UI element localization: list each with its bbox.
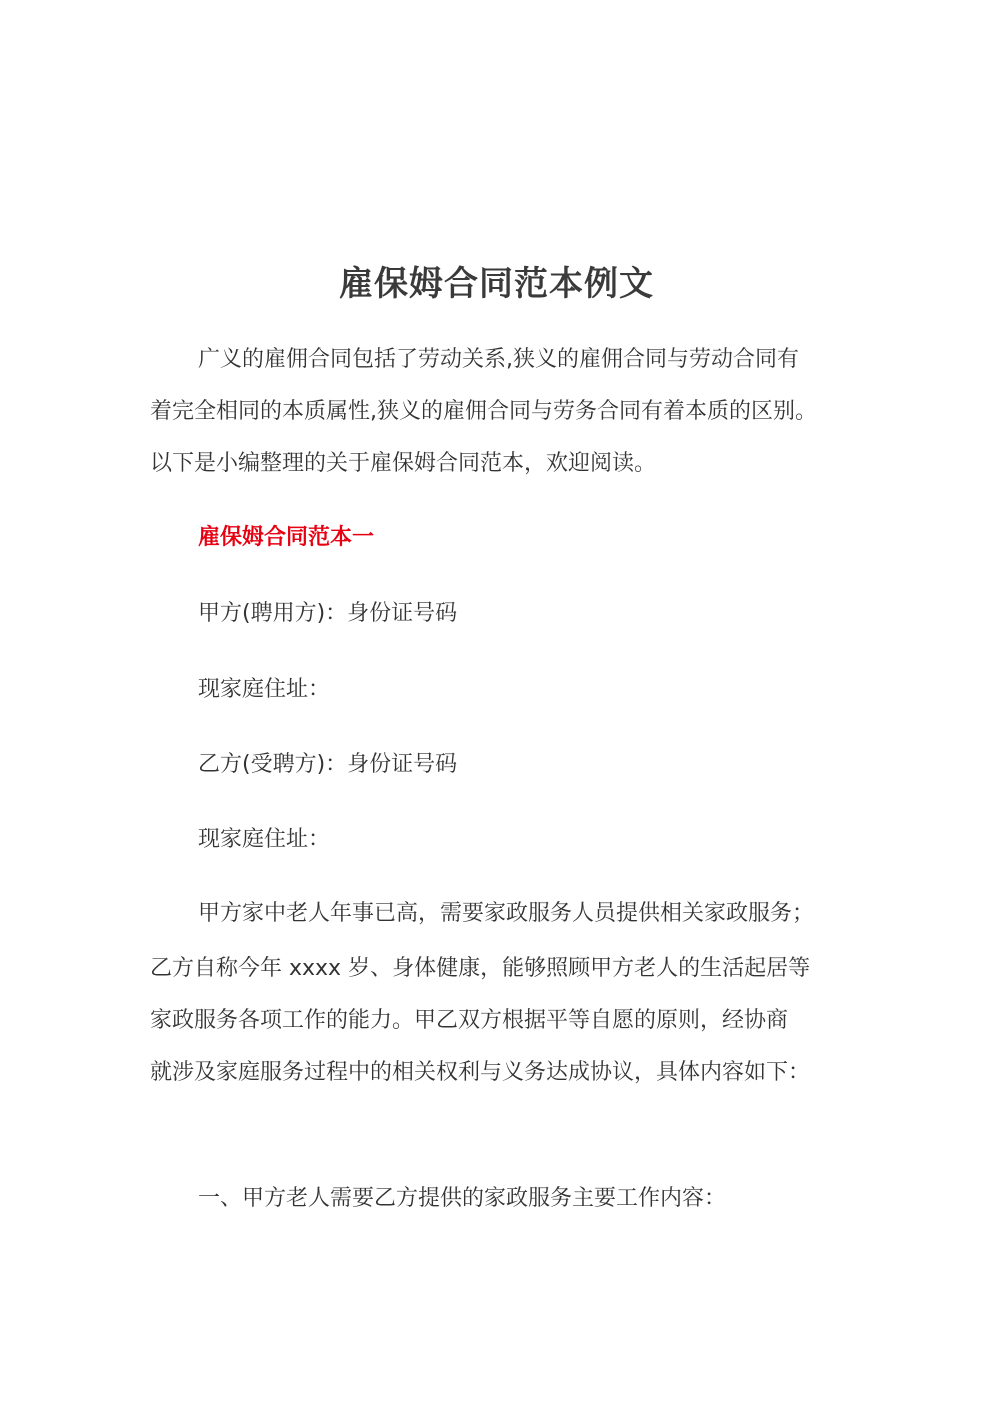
intro-line: 广义的雇佣合同包括了劳动关系,狭义的雇佣合同与劳动合同有 xyxy=(198,347,799,372)
party-b-line: 乙方(受聘方)：身份证号码 xyxy=(198,752,458,777)
party-a-line: 甲方(聘用方)：身份证号码 xyxy=(198,601,458,626)
document-title: 雇保姆合同范本例文 xyxy=(339,264,654,304)
body-line: 乙方自称今年 xxxx 岁、身体健康，能够照顾甲方老人的生活起居等 xyxy=(150,956,811,981)
intro-line: 着完全相同的本质属性,狭义的雇佣合同与劳务合同有着本质的区别。 xyxy=(150,399,817,424)
body-line: 家政服务各项工作的能力。甲乙双方根据平等自愿的原则，经协商 xyxy=(150,1008,789,1033)
section-heading: 雇保姆合同范本一 xyxy=(198,525,375,550)
body-line: 就涉及家庭服务过程中的相关权利与义务达成协议，具体内容如下： xyxy=(150,1060,811,1085)
intro-line: 以下是小编整理的关于雇保姆合同范本，欢迎阅读。 xyxy=(150,451,657,476)
party-a-address-line: 现家庭住址： xyxy=(198,677,331,702)
clause-heading: 一、甲方老人需要乙方提供的家政服务主要工作内容： xyxy=(198,1186,727,1211)
body-line: 甲方家中老人年事已高，需要家政服务人员提供相关家政服务； xyxy=(198,901,815,926)
party-b-address-line: 现家庭住址： xyxy=(198,827,331,852)
